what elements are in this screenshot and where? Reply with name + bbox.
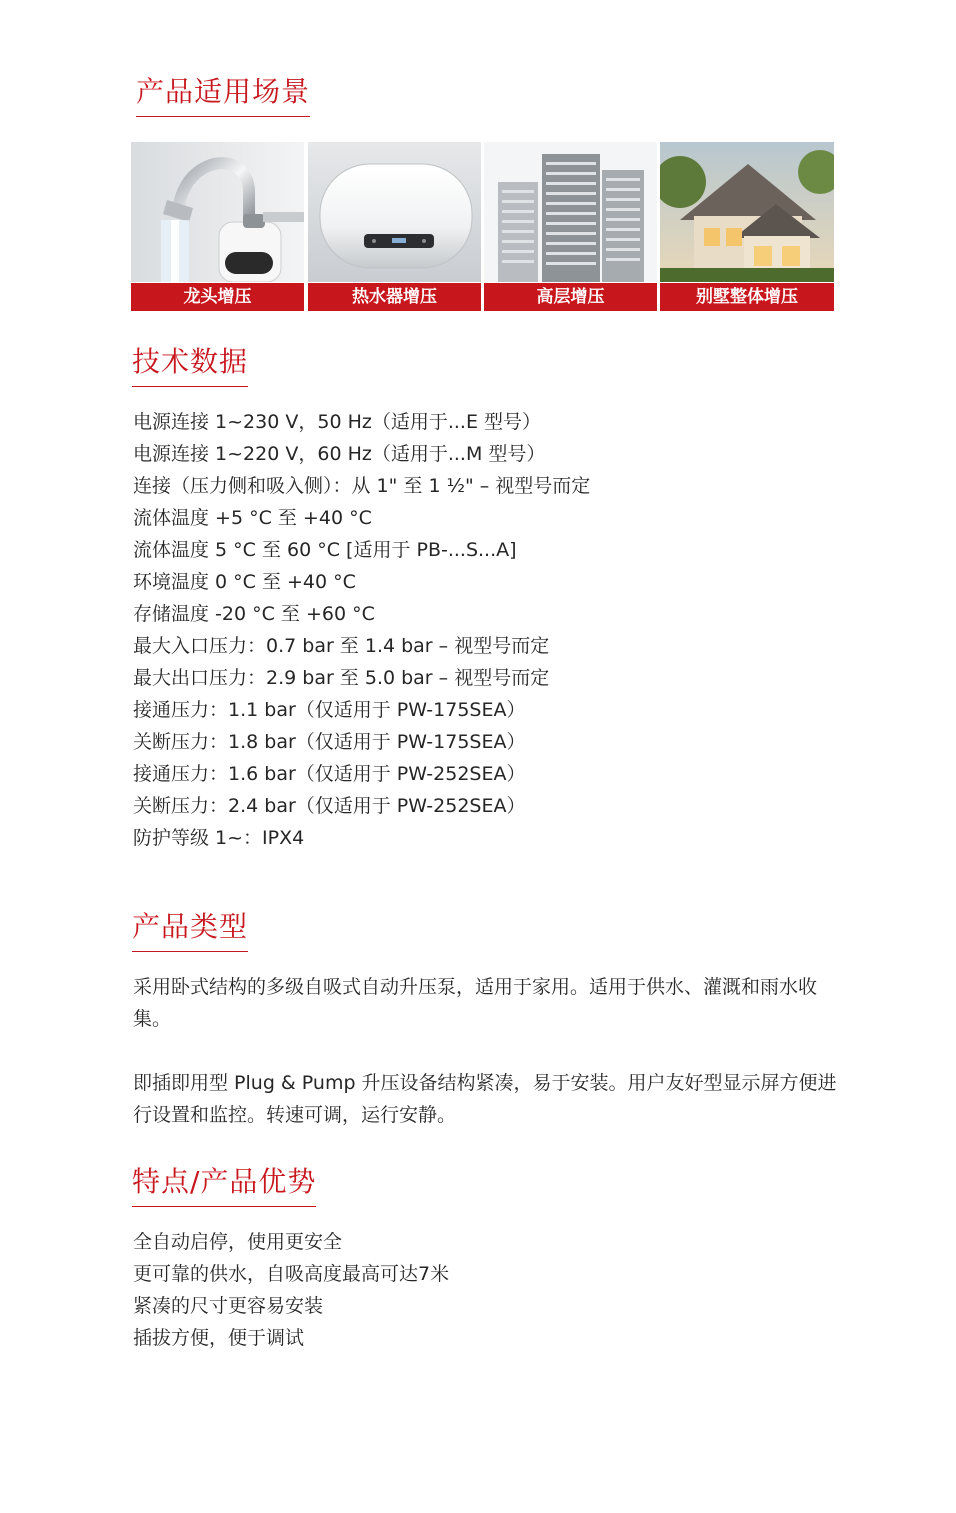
- feature-item: 更可靠的供水，自吸高度最高可达7米: [133, 1263, 450, 1285]
- scenario-label: 热水器增压: [308, 283, 481, 311]
- high-rise-image: [484, 142, 657, 282]
- scenario-card-villa: [660, 142, 834, 311]
- water-heater-image: [308, 142, 481, 282]
- feature-item: 插拔方便，便于调试: [133, 1327, 305, 1349]
- features-section-title: 特点/产品优势: [132, 1162, 316, 1207]
- spec-list: [133, 406, 590, 854]
- scenario-label: 龙头增压: [131, 283, 304, 311]
- spec-line: 防护等级 1~：IPX4: [133, 827, 305, 849]
- scenario-card-faucet: [131, 142, 304, 311]
- spec-line: 最大出口压力：2.9 bar 至 5.0 bar – 视型号而定: [133, 667, 550, 689]
- spec-line: 关断压力：1.8 bar（仅适用于 PW-175SEA）: [133, 731, 526, 753]
- spec-line: 流体温度 5 °C 至 60 °C [适用于 PB-...S...A]: [133, 539, 517, 561]
- spec-line: 存储温度 -20 °C 至 +60 °C: [133, 603, 375, 625]
- scenario-gallery: [131, 142, 834, 311]
- faucet-image: [131, 142, 304, 282]
- spec-line: 环境温度 0 °C 至 +40 °C: [133, 571, 356, 593]
- scenario-card-high-rise: [484, 142, 657, 311]
- scenario-label: 高层增压: [484, 283, 657, 311]
- spec-line: 接通压力：1.6 bar（仅适用于 PW-252SEA）: [133, 763, 526, 785]
- feature-list: [133, 1226, 449, 1354]
- spec-line: 电源连接 1~230 V，50 Hz（适用于...E 型号）: [133, 411, 541, 433]
- tech-data-section-title: 技术数据: [132, 342, 248, 387]
- product-type-paragraph: 即插即用型 Plug & Pump 升压设备结构紧凑，易于安装。用户友好型显示屏方便进行设置和监控。转速可调，运行安静。: [133, 1072, 837, 1126]
- feature-item: 全自动启停，使用更安全: [133, 1231, 343, 1253]
- scenario-label: 别墅整体增压: [660, 283, 834, 311]
- spec-line: 流体温度 +5 °C 至 +40 °C: [133, 507, 372, 529]
- spec-line: 连接（压力侧和吸入侧）：从 1" 至 1 ½" – 视型号而定: [133, 475, 591, 497]
- spec-line: 接通压力：1.1 bar（仅适用于 PW-175SEA）: [133, 699, 526, 721]
- scenarios-section-title: 产品适用场景: [136, 72, 310, 117]
- product-type-paragraph: 采用卧式结构的多级自吸式自动升压泵，适用于家用。适用于供水、灌溉和雨水收集。: [133, 976, 818, 1030]
- feature-item: 紧凑的尺寸更容易安装: [133, 1295, 324, 1317]
- spec-line: 最大入口压力：0.7 bar 至 1.4 bar – 视型号而定: [133, 635, 550, 657]
- spec-line: 关断压力：2.4 bar（仅适用于 PW-252SEA）: [133, 795, 526, 817]
- spec-line: 电源连接 1~220 V，60 Hz（适用于...M 型号）: [133, 443, 546, 465]
- product-type-section-title: 产品类型: [132, 907, 248, 952]
- scenario-card-water-heater: [308, 142, 481, 311]
- villa-image: [660, 142, 834, 282]
